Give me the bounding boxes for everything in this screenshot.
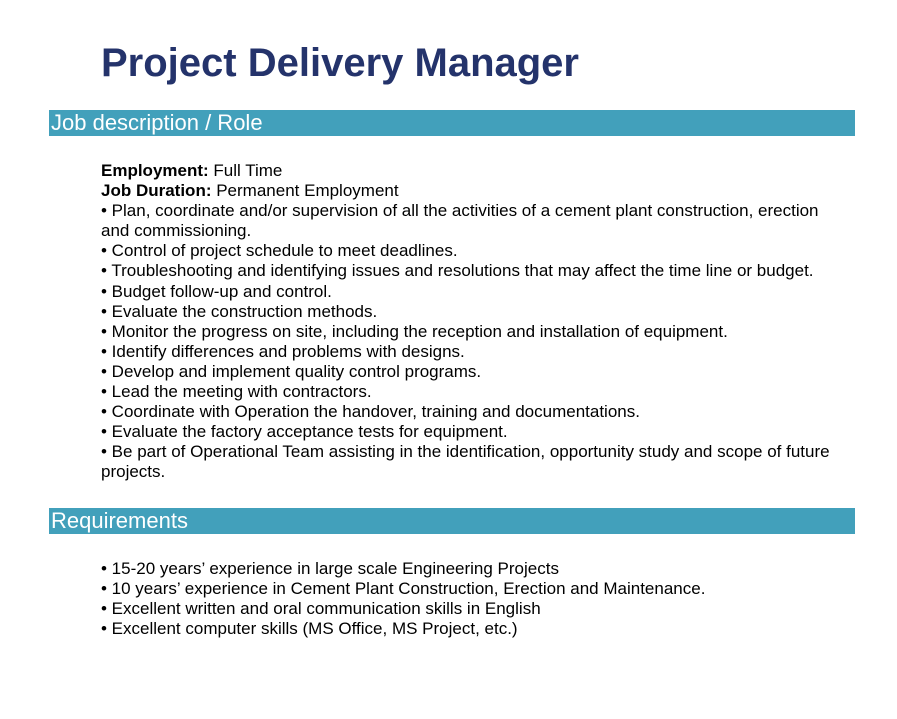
requirement-bullet: • 10 years’ experience in Cement Plant Construction, Erection and Maintenance. xyxy=(101,579,706,599)
job-description-content xyxy=(101,161,846,483)
role-bullet: • Evaluate the factory acceptance tests for equipment. xyxy=(101,422,508,442)
role-bullet: • Evaluate the construction methods. xyxy=(101,301,378,321)
employment-line xyxy=(101,161,846,181)
role-bullet: • Monitor the progress on site, including the reception and installation of equipment. xyxy=(101,321,728,341)
requirement-bullet: • Excellent computer skills (MS Office, MS Project, etc.) xyxy=(101,619,518,639)
requirement-bullet: • 15-20 years’ experience in large scale Engineering Projects xyxy=(101,559,559,578)
section-heading-job-description: Job description / Role xyxy=(49,110,855,136)
employment-value: Full Time xyxy=(208,161,283,180)
role-bullet: • Budget follow-up and control. xyxy=(101,281,332,301)
page-title: Project Delivery Manager xyxy=(101,41,579,85)
role-bullet: • Control of project schedule to meet deadlines. xyxy=(101,241,458,261)
role-bullet: • Be part of Operational Team assisting in the identification, opportunity study and scope of future projects. xyxy=(101,442,830,482)
role-bullet: • Troubleshooting and identifying issues and resolutions that may affect the time line or budget. xyxy=(101,261,814,281)
job-duration-label: Job Duration: xyxy=(101,181,212,201)
job-duration-value: Permanent Employment xyxy=(211,181,399,201)
role-bullet: • Identify differences and problems with designs. xyxy=(101,341,465,361)
role-bullet: • Coordinate with Operation the handover, training and documentations. xyxy=(101,402,640,422)
role-bullet: • Plan, coordinate and/or supervision of all the activities of a cement plant construction, erection and commissioning. xyxy=(101,201,819,241)
requirement-bullet: • Excellent written and oral communication skills in English xyxy=(101,599,541,619)
requirements-content xyxy=(101,559,846,639)
job-duration-line xyxy=(101,181,846,201)
role-bullet: • Develop and implement quality control programs. xyxy=(101,361,482,381)
section-heading-requirements: Requirements xyxy=(49,508,855,534)
role-bullet: • Lead the meeting with contractors. xyxy=(101,382,372,402)
employment-label: Employment: xyxy=(101,161,209,180)
